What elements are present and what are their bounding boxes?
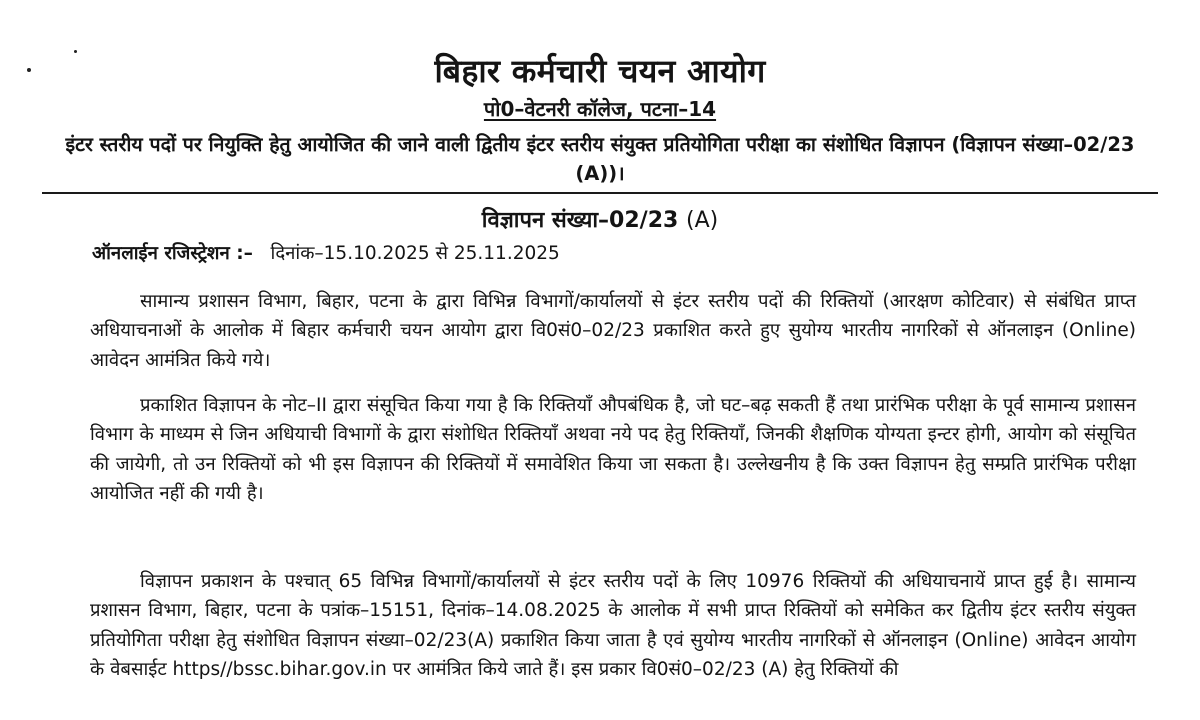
advertisement-heading [0, 206, 1200, 236]
address-text: पो0–वेटनरी कॉलेज, पटना–14 [483, 97, 717, 121]
registration-dates: दिनांक–15.10.2025 से 25.11.2025 [270, 243, 560, 264]
paragraph-2: प्रकाशित विज्ञापन के नोट–II द्वारा संसूचित किया गया है कि रिक्तियाँ औपबंधिक है, जो घट–बढ़ सकती हैं तथा प्रारंभिक परीक्षा के पूर्व सामान्य प्रशासन विभाग के माध्यम से जिन अधियाची विभागों के द्वारा संशोधित रिक्तियाँ अथवा नये पद हेतु रिक्तियाँ, जिनकी शैक्षणिक योग्यता इन्टर होगी, आयोग को संसूचित की जायेगी, तो उन रिक्तियों को भी इस विज्ञापन की रिक्तियों में समावेशित किया जा सकता है। उल्लेखनीय है कि उक्त विज्ञापन हेतु सम्प्रति प्रारंभिक परीक्षा आयोजित नहीं की गयी है। [90, 394, 1136, 505]
header-divider [42, 192, 1158, 194]
paragraph-3: विज्ञापन प्रकाशन के पश्चात् 65 विभिन्न विभागों/कार्यालयों से इंटर स्तरीय पदों के लिए 10976 रिक्तियों की अधियाचनायें प्राप्त हुई है। सामान्य प्रशासन विभाग, बिहार, पटना के पत्रांक–15151, दिनांक–14.08.2025 के आलोक में सभी प्राप्त रिक्तियों को समेकित कर द्वितीय इंटर स्तरीय संयुक्त प्रतियोगिता परीक्षा हेतु संशोधित विज्ञापन संख्या–02/23(A) प्रकाशित किया जाता है एवं सुयोग्य भारतीय नागरिकों से ऑनलाइन (Online) आवेदन आयोग के वेबसाईट https//bssc.bihar.gov.in पर आमंत्रित किये जाते हैं। इस प्रकार वि0सं0–02/23 (A) हेतु रिक्तियों की [90, 570, 1136, 681]
paragraph-1: सामान्य प्रशासन विभाग, बिहार, पटना के द्वारा विभिन्न विभागों/कार्यालयों से इंटर स्तरीय पदों की रिक्तियों (आरक्षण कोटिवार) से संबंधित प्राप्त अधियाचनाओं के आलोक में बिहार कर्मचारी चयन आयोग द्वारा वि0सं0–02/23 प्रकाशित करते हुए सुयोग्य भारतीय नागरिकों से ऑनलाइन (Online) आवेदन आमंत्रित किये गये। [90, 290, 1136, 371]
advertisement-suffix: (A) [686, 208, 719, 233]
advertisement-number: विज्ञापन संख्या–02/23 [481, 208, 679, 233]
registration-label: ऑनलाईन रजिस्ट्रेशन :– [92, 243, 253, 264]
organization-address [0, 96, 1200, 122]
registration-line [92, 241, 560, 267]
notice-subject: इंटर स्तरीय पदों पर नियुक्ति हेतु आयोजित की जाने वाली द्वितीय इंटर स्तरीय संयुक्त प्रतियोगिता परीक्षा का संशोधित विज्ञापन (विज्ञापन संख्या–02/23 (A))। [65, 133, 1135, 185]
organization-title: बिहार कर्मचारी चयन आयोग [434, 52, 766, 90]
